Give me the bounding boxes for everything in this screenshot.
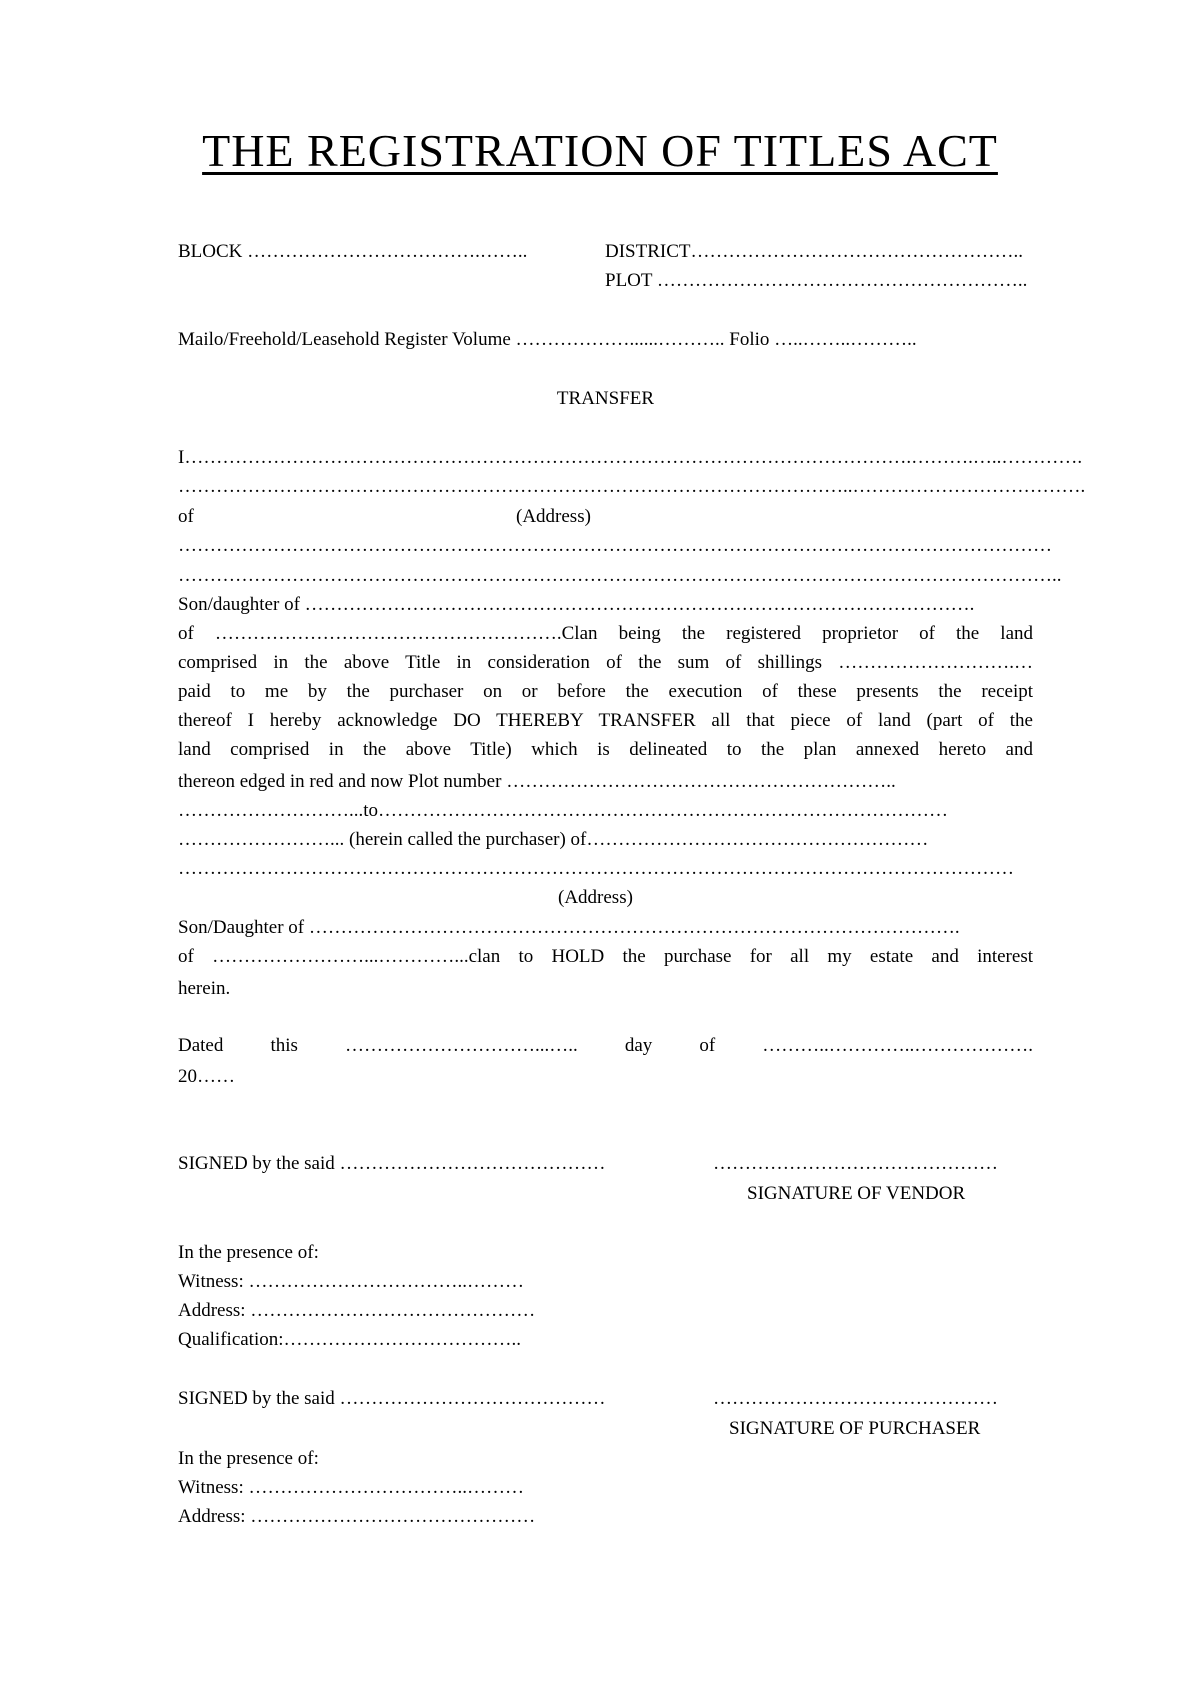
- vendor-address-field: Address: ………………………………………: [178, 1300, 536, 1321]
- page-title: THE REGISTRATION OF TITLES ACT: [202, 125, 998, 176]
- block-field: BLOCK ……………………………….……..: [178, 241, 528, 262]
- transfer-paragraph-line: ……………………………………………………………………………………………………………………: [178, 858, 1014, 879]
- district-field: DISTRICT……………………………………………..: [605, 241, 1023, 262]
- vendor-witness-field: Witness: ……………………………..………: [178, 1271, 524, 1292]
- purchaser-signed-by: SIGNED by the said ……………………………………: [178, 1388, 606, 1409]
- section-heading-transfer: TRANSFER: [556, 388, 655, 409]
- purchaser-presence-label: In the presence of:: [178, 1448, 319, 1469]
- transfer-paragraph-line: of ……………………………………………….Clan being the registered proprietor of the land: [178, 623, 1033, 644]
- clan-line-end: herein.: [178, 978, 231, 999]
- purchaser-signature-label: SIGNATURE OF PURCHASER: [729, 1418, 981, 1439]
- son-daughter-line: Son/daughter of …………………………………………………………………………………………….: [178, 594, 975, 615]
- address-line-1: …………………………………………………………………………………………………………………………: [178, 535, 1052, 556]
- address-label: (Address): [516, 506, 591, 527]
- son-daughter-line-2: Son/Daughter of ………………………………………………………………………………………….: [178, 917, 960, 938]
- plot-field: PLOT …………………………………………………..: [605, 270, 1028, 291]
- transferor-name-line: I…………………………………………………………………………………………………….……….…..………….: [178, 447, 1083, 468]
- transfer-paragraph-line: paid to me by the purchaser on or before the execution of these presents the receipt: [178, 681, 1033, 702]
- transfer-paragraph-line: ……………………... (herein called the purchaser) of………………………………………………: [178, 829, 929, 850]
- vendor-signed-by: SIGNED by the said ……………………………………: [178, 1153, 606, 1174]
- dated-line: Dated this …………………………...….. day of ………..…………..……………….: [178, 1035, 1033, 1056]
- transfer-paragraph-line: comprised in the above Title in consideration of the sum of shillings ……………………….…: [178, 652, 1033, 673]
- purchaser-address-label: (Address): [558, 887, 633, 908]
- vendor-signature-line: ………………………………………: [713, 1153, 998, 1174]
- of-label: of: [178, 506, 194, 527]
- clan-line: of ……………………...…………...clan to HOLD the purchase for all my estate and interest: [178, 946, 1033, 967]
- vendor-signature-label: SIGNATURE OF VENDOR: [747, 1183, 966, 1204]
- transfer-paragraph-line: thereon edged in red and now Plot number ……………………………………………………..: [178, 771, 896, 792]
- transfer-paragraph-line: thereof I hereby acknowledge DO THEREBY TRANSFER all that piece of land (part of the: [178, 710, 1033, 731]
- purchaser-witness-field: Witness: ……………………………..………: [178, 1477, 524, 1498]
- address-line-2: …………………………………………………………………………………………………………………………..: [178, 565, 1062, 586]
- vendor-qualification-field: Qualification:………………………………..: [178, 1329, 522, 1350]
- purchaser-address-field: Address: ………………………………………: [178, 1506, 536, 1527]
- transferor-name-line-cont: ……………………………………………………………………………………………..……………………………….: [178, 476, 1086, 497]
- purchaser-signature-line: ………………………………………: [713, 1388, 998, 1409]
- transfer-paragraph-line: ………………………...to………………………………………………………………………………: [178, 800, 949, 821]
- dated-year: 20……: [178, 1066, 235, 1087]
- vendor-presence-label: In the presence of:: [178, 1242, 319, 1263]
- transfer-paragraph-line: land comprised in the above Title) which is delineated to the plan annexed hereto and: [178, 739, 1033, 760]
- register-volume-field: Mailo/Freehold/Leasehold Register Volume ………………......……….. Folio …..……..………..: [178, 329, 917, 350]
